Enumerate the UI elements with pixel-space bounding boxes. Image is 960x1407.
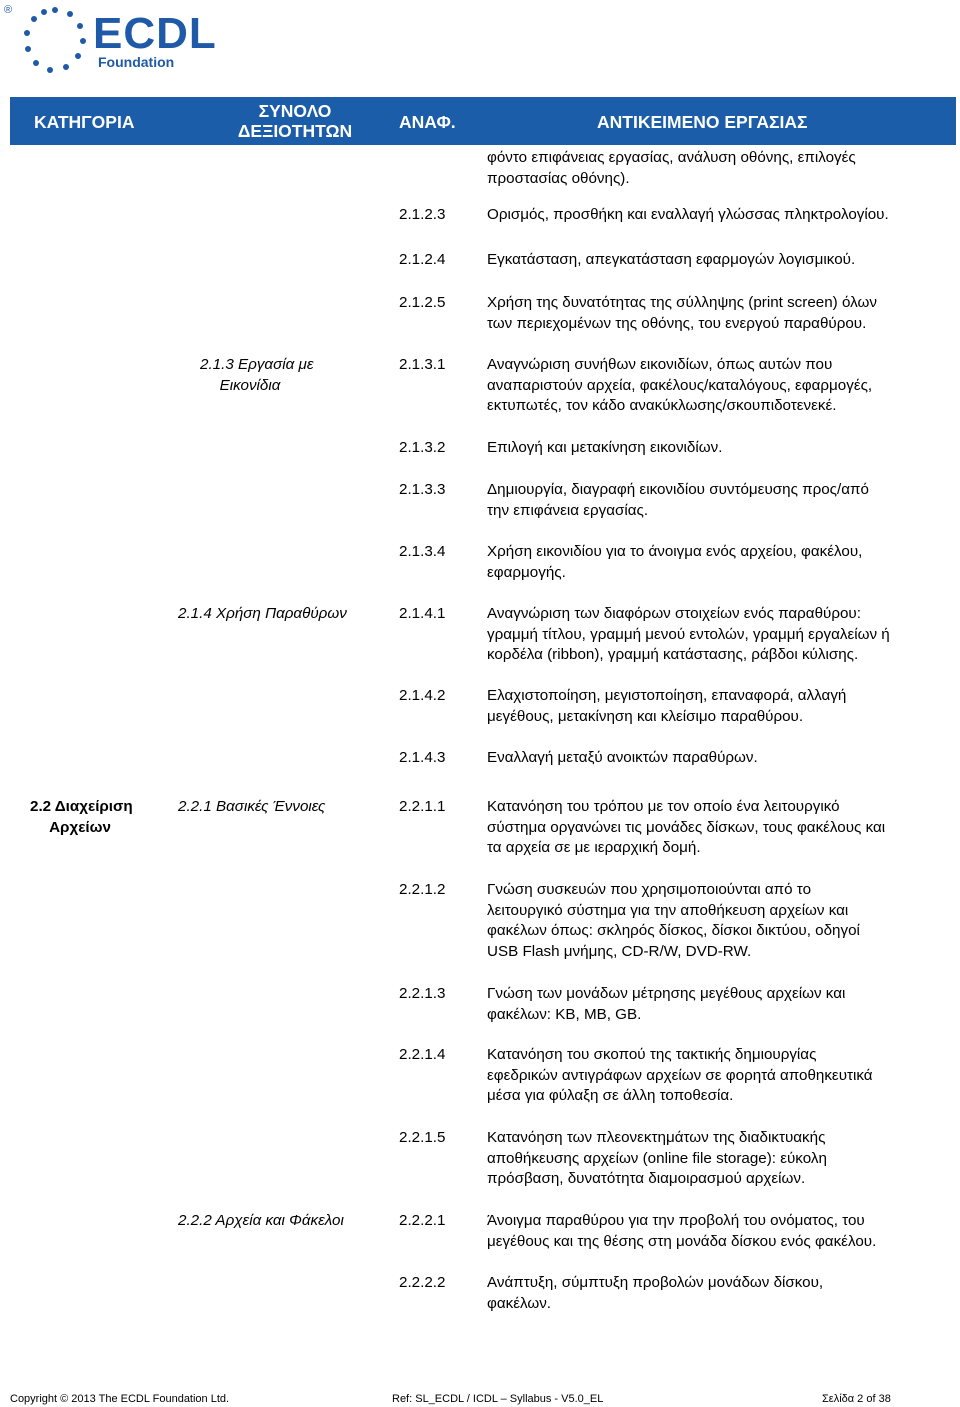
header-skillset [235,101,355,141]
header-ref: ΑΝΑΦ. [399,112,456,132]
ref-number: 2.2.2.2 [399,1274,446,1291]
task-item: Αναγνώριση των διαφόρων στοιχείων ενός παραθύρου: γραμμή τίτλου, γραμμή μενού εντολών, γραμμή εργαλείων ή κορδέλα (ribbon), γραμμή κατάστασης, ράβδοι κύλισης. [487,605,890,663]
header-category: ΚΑΤΗΓΟΡΙΑ [34,112,135,132]
table-header [10,97,956,145]
task-item: Κατανόηση του σκοπού της τακτικής δημιουργίας εφεδρικών αντιγράφων αρχείων σε φορητά αποθηκευτικά μέσα για φύλαξη σε άλλη τοποθεσία. [487,1046,873,1104]
task-item: Ελαχιστοποίηση, μεγιστοποίηση, επαναφορά, αλλαγή μεγέθους, μετακίνηση και κλείσιμο παραθύρου. [487,687,847,725]
ref-number: 2.1.4.1 [399,605,446,622]
category-2-2: 2.2 Διαχείριση Αρχείων [30,798,133,836]
ref-number: 2.1.2.3 [399,206,446,223]
ecdl-star-icon [20,2,90,78]
ref-number: 2.2.1.1 [399,798,446,815]
ref-number: 2.1.4.2 [399,687,446,704]
task-item: Γνώση των μονάδων μέτρησης μεγέθους αρχείων και φακέλων: KB, MB, GB. [487,985,846,1023]
ref-number: 2.1.4.3 [399,749,446,766]
ref-number: 2.2.1.5 [399,1129,446,1146]
task-item: Εναλλαγή μεταξύ ανοικτών παραθύρων. [487,749,758,766]
task-item: Γνώση συσκευών που χρησιμοποιούνται από το λειτουργικό σύστημα για την αποθήκευση αρχείων και φακέλων όπως: σκληρός δίσκος, δίσκοι δικτύου, οδηγοί USB Flash μνήμης, CD-R/W, DVD-RW. [487,881,860,960]
ref-number: 2.1.3.4 [399,543,446,560]
task-item: Ανάπτυξη, σύμπτυξη προβολών μονάδων δίσκου, φακέλων. [487,1274,824,1312]
ref-number: 2.1.2.5 [399,294,446,311]
footer-copyright: Copyright © 2013 The ECDL Foundation Ltd. [10,1393,230,1405]
ref-number: 2.2.1.2 [399,881,446,898]
task-item: Χρήση εικονιδίου για το άνοιγμα ενός αρχείου, φακέλου, εφαρμογής. [487,543,863,581]
task-item: Αναγνώριση συνήθων εικονιδίων, όπως αυτών που αναπαριστούν αρχεία, φακέλους/καταλόγους, εφαρμογές, εκτυπωτές, τον κάδο ανακύκλωσης/σκουπιδοτενεκέ. [487,356,873,414]
skill-set-2-1-3: 2.1.3 Εργασία με Εικονίδια [200,356,314,394]
task-item-continued: φόντο επιφάνειας εργασίας, ανάλυση οθόνης, επιλογές προστασίας οθόνης). [487,149,856,187]
header-task-item: ΑΝΤΙΚΕΙΜΕΝΟ ΕΡΓΑΣΙΑΣ [597,112,808,132]
footer-ref: Ref: SL_ECDL / ICDL – Syllabus - V5.0_EL [392,1393,604,1405]
header-skillset-line2: ΔΕΞΙΟΤΗΤΩΝ [237,121,353,141]
registered-mark: ® [4,4,13,16]
ecdl-logo [0,0,230,78]
task-item: Χρήση της δυνατότητας της σύλληψης (print screen) όλων των περιεχομένων της οθόνης, του ενεργού παραθύρου. [487,294,877,332]
logo-wordmark: ECDL [93,9,217,58]
skill-set-2-2-1: 2.2.1 Βασικές Έννοιες [178,798,326,815]
ref-number: 2.1.3.2 [399,439,446,456]
header-skillset-line1: ΣΥΝΟΛΟ [258,101,332,121]
task-item: Άνοιγμα παραθύρου για την προβολή του ονόματος, του μεγέθους και της θέσης στη μονάδα δίσκου ενός φακέλου. [487,1212,877,1250]
footer-page-number: Σελίδα 2 of 38 [822,1393,891,1405]
ref-number: 2.2.2.1 [399,1212,446,1229]
skill-set-2-1-4: 2.1.4 Χρήση Παραθύρων [178,605,347,622]
ref-number: 2.1.2.4 [399,251,446,268]
ref-number: 2.2.1.3 [399,985,446,1002]
task-item: Επιλογή και μετακίνηση εικονιδίων. [487,439,723,456]
task-item: Κατανόηση του τρόπου με τον οποίο ένα λειτουργικό σύστημα οργανώνει τις μονάδες δίσκων, τους φακέλους και τα αρχεία σε με ιεραρχική δομή. [487,798,886,856]
task-item: Ορισμός, προσθήκη και εναλλαγή γλώσσας πληκτρολογίου. [487,206,889,223]
ref-number: 2.1.3.3 [399,481,446,498]
skill-set-2-2-2: 2.2.2 Αρχεία και Φάκελοι [178,1212,344,1229]
logo-subtitle: Foundation [98,54,175,70]
task-item: Εγκατάσταση, απεγκατάσταση εφαρμογών λογισμικού. [487,251,856,268]
task-item: Δημιουργία, διαγραφή εικονιδίου συντόμευσης προς/από την επιφάνεια εργασίας. [487,481,869,519]
task-item: Κατανόηση των πλεονεκτημάτων της διαδικτυακής αποθήκευσης αρχείων (online file storage): εύκολη πρόσβαση, δυνατότητα διαμοιρασμού αρχείων. [487,1129,827,1187]
ref-number: 2.1.3.1 [399,356,446,373]
ref-number: 2.2.1.4 [399,1046,446,1063]
